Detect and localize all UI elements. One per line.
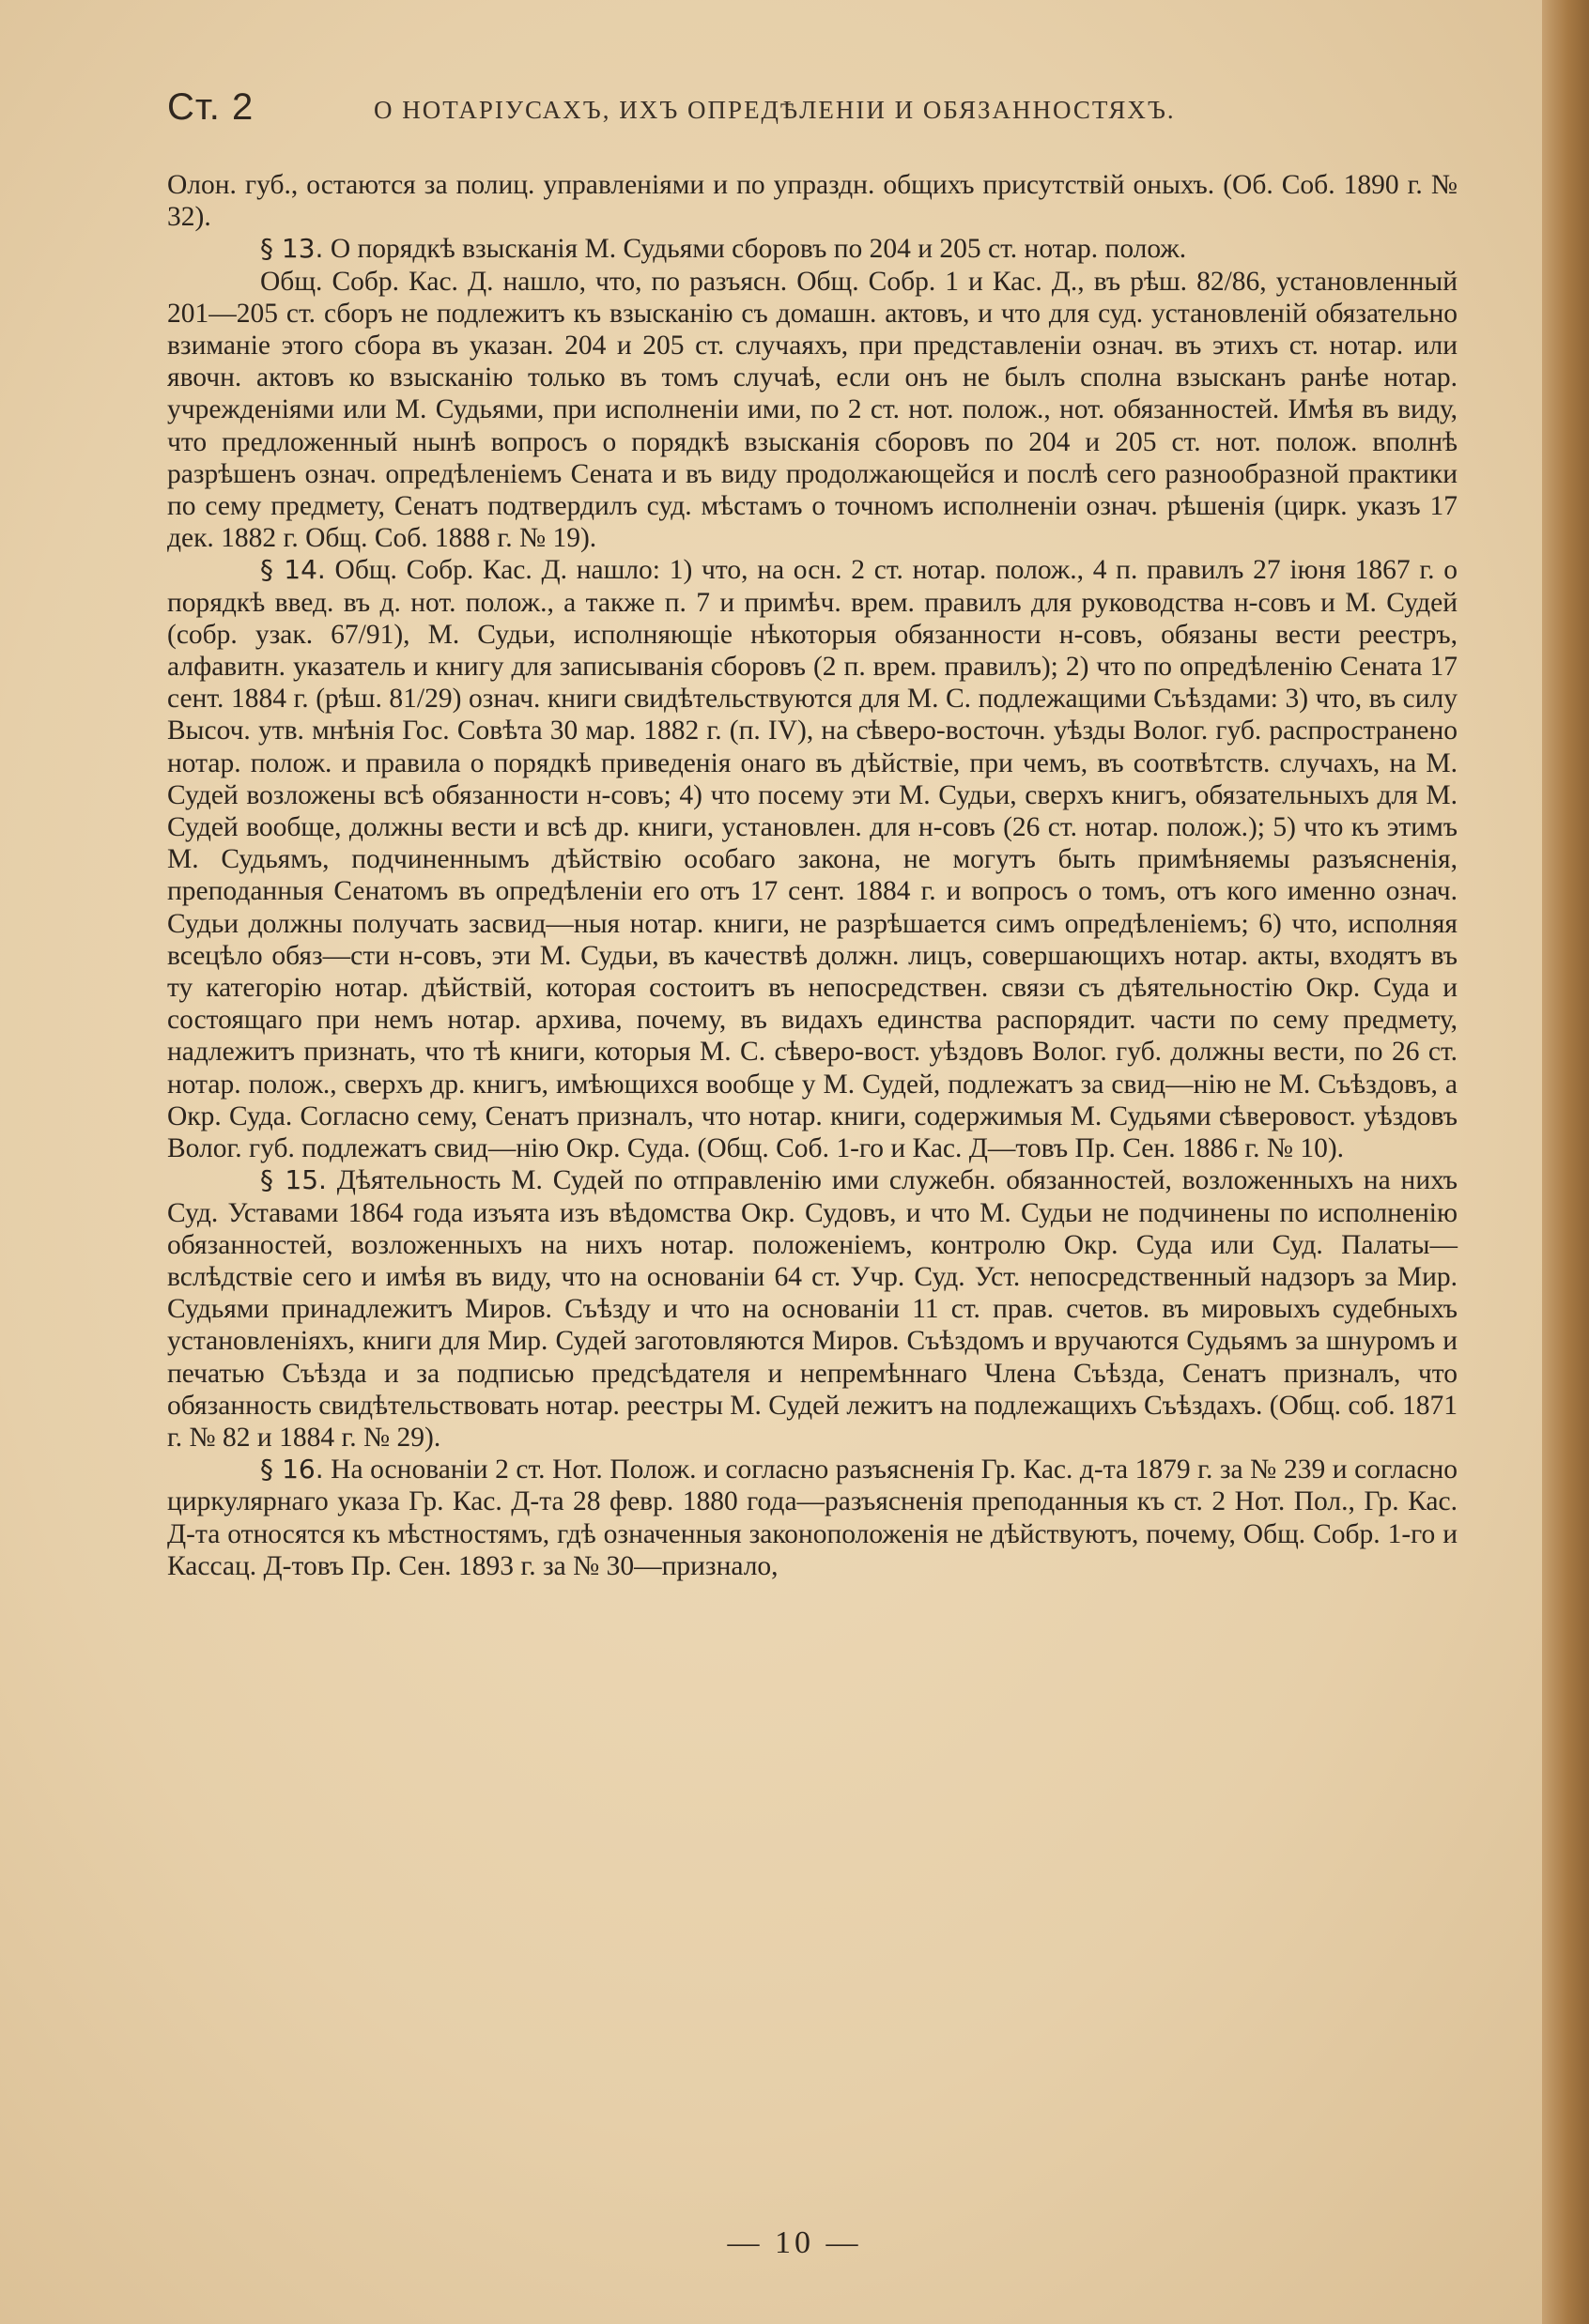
paragraph-text: На основаніи 2 ст. Нот. Полож. и согласно разъясненія Гр. Кас. д-та 1879 г. за № 239 и согласно циркулярнаго указа Гр. Кас. Д-та 28 февр. 1880 года—разъясненія преподанныя къ ст. 2 Нот. Пол., Гр. Кас. Д-та относятся къ мѣстностямъ, гдѣ означенныя законоположенія не дѣйствуютъ, почему, Общ. Собр. 1-го и Кассац. Д-товъ Пр. Сен. 1893 г. за № 30—признало, (167, 1454, 1458, 1581)
paragraph-text: Общ. Собр. Кас. Д. нашло, что, по разъясн. Общ. Собр. 1 и Кас. Д., въ рѣш. 82/86, установленный 201—205 ст. сборъ не подлежитъ къ взысканію съ домашн. актовъ, и что для суд. установленій обязательно взиманіе этого сбора въ указан. 204 и 205 ст. случаяхъ, при представленіи означ. въ этихъ ст. нотар. или явочн. актовъ ко взысканію только въ томъ случаѣ, если онъ не былъ сполна взысканъ ранѣе нотар. учрежденіями или М. Судьями, при исполненіи ими, по 2 ст. нот. полож., нот. обязанностей. Имѣя въ виду, что предложенный нынѣ вопросъ о порядкѣ взысканія сборовъ по 204 и 205 ст. нот. полож. вполнѣ разрѣшенъ означ. опредѣленіемъ Сената и въ виду продолжающейся и послѣ сего разнообразной практики по сему предмету, Сенатъ подтвердилъ суд. мѣстамъ о точномъ исполненіи означ. рѣшенія (цирк. указъ 17 дек. 1882 г. Общ. Соб. 1888 г. № 19). (167, 266, 1458, 554)
paragraph-section-16 (167, 1454, 1458, 1582)
running-head: О НОТАРІУСАХЪ, ИХЪ ОПРЕДѢЛЕНІИ И ОБЯЗАННОСТЯХЪ. (374, 96, 1176, 124)
paragraph-text: О порядкѣ взысканія М. Судьями сборовъ по 204 и 205 ст. нотар. полож. (330, 234, 1187, 265)
page-number: — 10 — (727, 2225, 862, 2260)
section-number: § 16. (260, 1454, 324, 1485)
paragraph-section-13-body (167, 266, 1458, 555)
paragraph-text: Дѣятельность М. Судей по отправленію ими служебн. обязанностей, возложенныхъ на нихъ Суд. Уставами 1864 года изъята изъ вѣдомства Окр. Судовъ, и что М. Судьи не подчинены по исполненію обязанностей, возложенныхъ на нихъ нотар. положеніемъ, контролю Окр. Суда или Суд. Палаты—вслѣдствіе сего и имѣя въ виду, что на основаніи 64 ст. Учр. Суд. Уст. непосредственный надзоръ за Мир. Судьями принадлежитъ Миров. Съѣзду и что на основаніи 11 ст. прав. счетов. въ мировыхъ судебныхъ установленіяхъ, книги для Мир. Судей заготовляются Миров. Съѣздомъ и вручаются Судьямъ за шнуромъ и печатью Съѣзда и за подписью предсѣдателя и непремѣннаго Члена Съѣзда, Сенатъ призналъ, что обязанность свидѣтельствовать нотар. реестры М. Судей лежитъ на подлежащихъ Съѣздахъ. (Общ. соб. 1871 г. № 82 и 1884 г. № 29). (167, 1165, 1458, 1453)
paragraph-section-15 (167, 1164, 1458, 1454)
paragraph-section-13 (167, 233, 1458, 265)
page-header (167, 86, 1463, 135)
paragraph-continuation (167, 169, 1458, 233)
section-number: § 14. (260, 554, 326, 586)
article-number: Ст. 2 (167, 86, 255, 128)
section-number: § 15. (260, 1164, 327, 1196)
paragraph-text: Общ. Собр. Кас. Д. нашло: 1) что, на осн. 2 ст. нотар. полож., 4 п. правилъ 27 іюня 1867 г. о порядкѣ введ. въ д. нот. полож., а также п. 7 и примѣч. врем. правилъ для руководства н-совъ и М. Судей (собр. узак. 67/91), М. Судьи, исполняющіе нѣкоторыя обязанности н-совъ, обязаны вести реестръ, алфавитн. указатель и книгу для записыванія сборовъ (2 п. врем. правилъ); 2) что по опредѣленію Сената 17 сент. 1884 г. (рѣш. 81/29) означ. книги свидѣтельствуются для М. С. подлежащими Съѣздами: 3) что, въ силу Высоч. утв. мнѣнія Гос. Совѣта 30 мар. 1882 г. (п. IV), на сѣверо-восточн. уѣзды Волог. губ. распространено нотар. полож. и правила о порядкѣ приведенія онаго въ дѣйствіе, при чемъ, въ соотвѣтств. случахъ, на М. Судей возложены всѣ обязанности н-совъ; 4) что посему эти М. Судьи, сверхъ книгъ, обязательныхъ для М. Судей вообще, должны вести и всѣ др. книги, установлен. для н-совъ (26 ст. нотар. полож.); 5) что къ этимъ М. Судьямъ, подчиненнымъ дѣйствію особаго закона, не могутъ быть примѣняемы разъясненія, преподанныя Сенатомъ въ опредѣленіи его отъ 17 сент. 1884 г. и вопросъ о томъ, отъ кого именно означ. Судьи должны получать засвид—ныя нотар. книги, не разрѣшается симъ опредѣленіемъ; 6) что, исполняя всецѣло обяз—сти н-совъ, эти М. Судьи, въ качествѣ должн. лицъ, совершающихъ нотар. акты, входятъ въ ту категорію нотар. дѣйствій, которая состоитъ въ непосредствен. связи съ дѣятельностію Окр. Суда и состоящаго при немъ нотар. архива, почему, въ видахъ единства распорядит. части по сему предмету, надлежитъ признать, что тѣ книги, которыя М. С. сѣверо-вост. уѣздовъ Волог. губ. должны вести, по 26 ст. нотар. полож., сверхъ др. книгъ, имѣющихся вообще у М. Судей, подлежатъ за свид—нію не М. Съѣздовъ, а Окр. Суда. Согласно сему, Сенатъ призналъ, что нотар. книги, содержимыя М. Судьями сѣверовост. уѣздовъ Волог. губ. подлежатъ свид—нію Окр. Суда. (Общ. Соб. 1-го и Кас. Д—товъ Пр. Сен. 1886 г. № 10). (167, 555, 1458, 1164)
paragraph-section-14 (167, 554, 1458, 1164)
page-edge (1542, 0, 1589, 2324)
section-number: § 13. (260, 233, 324, 265)
document-body (167, 169, 1458, 1582)
paragraph-text: Олон. губ., остаются за полиц. управленіями и по упраздн. общихъ присутствій оныхъ. (Об. Соб. 1890 г. № 32). (167, 170, 1458, 233)
